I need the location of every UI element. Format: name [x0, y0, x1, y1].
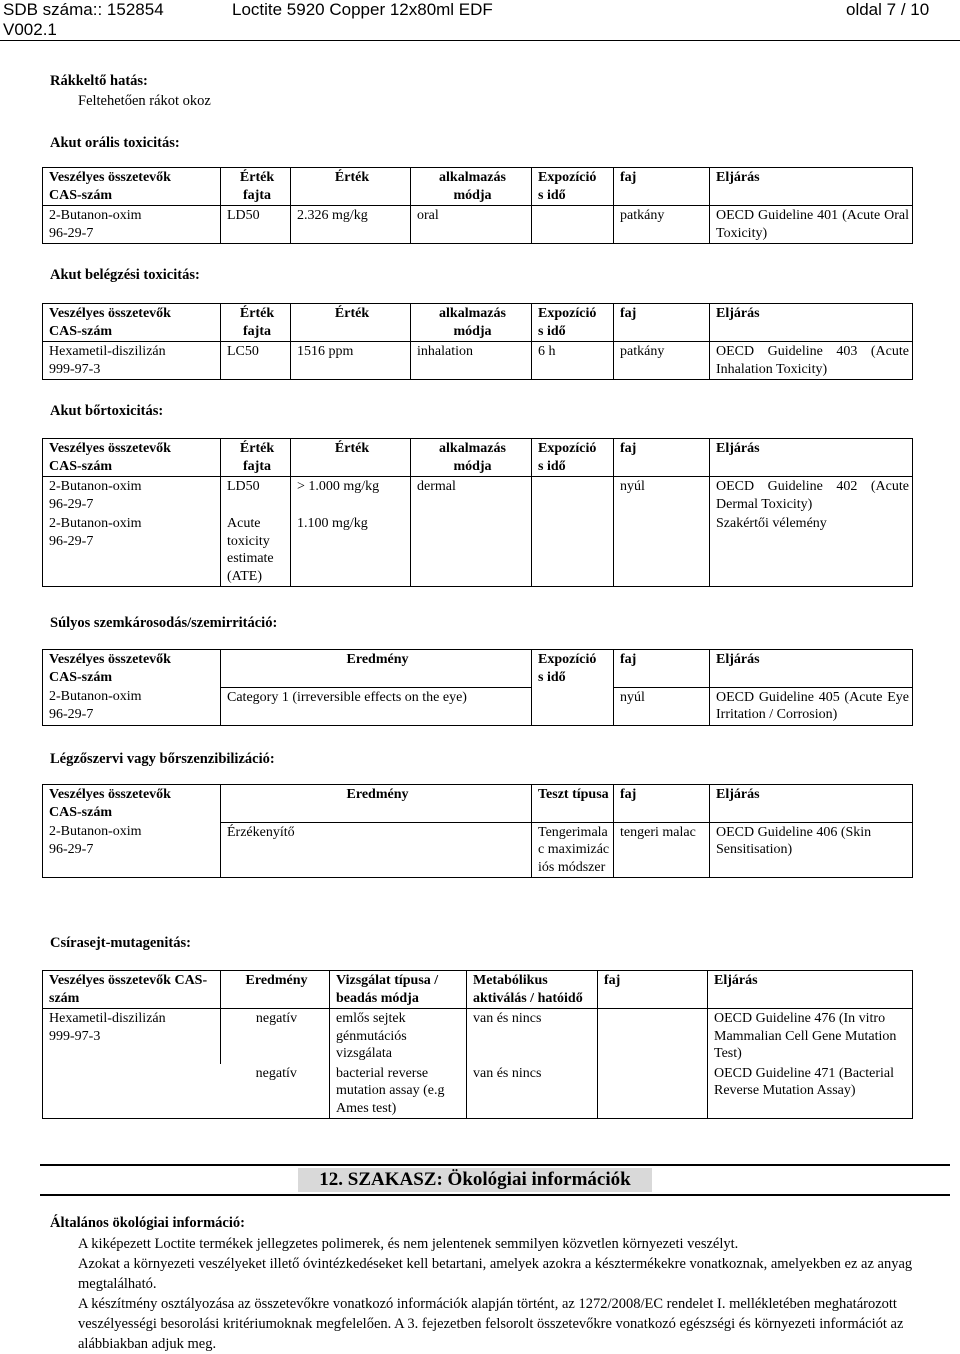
table-header-row: Veszélyes összetevők CAS-szám Érték fajta Érték alkalmazás módja Expozíció s idő faj Eljárás [43, 439, 913, 477]
component-name: 2-Butanon-oxim [49, 516, 142, 531]
table-row [43, 342, 913, 380]
exposure-time [532, 206, 614, 244]
species [614, 514, 710, 587]
method: OECD Guideline 403 (Acute Inhalation Toxicity) [710, 342, 913, 380]
route: inhalation [411, 342, 532, 380]
col-method: Eljárás [710, 168, 913, 206]
inhalation-toxicity-table [42, 303, 913, 380]
test-type: bacterial reverse mutation assay (e.g Ames test) [330, 1064, 467, 1119]
route: oral [411, 206, 532, 244]
ecology-paragraph: A készítmény osztályozása az összetevőkre vonatkozó információk alapján történt, az 1272/2008/EC rendelet I. mellékletében meghatározott veszélyességi besorolási kritériumoknak megfelelően. A 3. fejezetben felsorolt összetevőkre vonatkozó egészségi és környezeti információt az alábbiakban adjuk meg. [78, 1296, 904, 1352]
result: negatív [255, 1065, 297, 1081]
species [598, 1064, 708, 1119]
species: nyúl [614, 687, 710, 725]
dermal-heading: Akut bőrtoxicitás: [50, 403, 164, 419]
method: OECD Guideline 402 (Acute Dermal Toxicity) [710, 477, 913, 515]
inhalation-heading: Akut belégzési toxicitás: [50, 267, 200, 283]
method: OECD Guideline 405 (Acute Eye Irritation / Corrosion) [710, 687, 913, 725]
dermal-toxicity-table [42, 438, 913, 587]
species: patkány [614, 206, 710, 244]
method: OECD Guideline 471 (Bacterial Reverse Mutation Assay) [708, 1064, 913, 1119]
sensitisation-table [42, 784, 913, 878]
component-name: Hexametil-diszilizán [49, 1011, 166, 1026]
table-header-row [43, 168, 913, 206]
cas-number: 96-29-7 [49, 496, 94, 512]
table-header-row: Veszélyes összetevők CAS-szám Eredmény Vizsgálat típusa / beadás módja Metabólikus aktiválás / hatóidő faj Eljárás [43, 971, 913, 1009]
sdb-number: SDB száma:: 152854 [3, 0, 164, 19]
col-value-type: Érték fajta [221, 168, 291, 206]
cas-number: 96-29-7 [49, 706, 94, 722]
cas-number: 999-97-3 [49, 361, 101, 377]
sensitisation-heading: Légzőszervi vagy bőrszenzibilizáció: [50, 751, 275, 767]
eye-damage-table [42, 649, 913, 726]
carcinogenicity-text: Feltehetően rákot okoz [78, 93, 211, 109]
metabolic-activation: van és nincs [467, 1009, 598, 1064]
section-12-title: 12. SZAKASZ: Ökológiai információk [298, 1168, 652, 1192]
ecology-paragraph: A kiképezett Loctite termékek jellegzetes polimerek, és nem jelentenek semmilyen közvetlen környezeti veszélyt. [78, 1236, 739, 1252]
table-row [43, 477, 913, 515]
test-type: emlős sejtek génmutációs vizsgálata [330, 1009, 467, 1064]
carcinogenicity-heading: Rákkeltő hatás: [50, 73, 148, 89]
result: Érzékenyítő [221, 822, 532, 878]
value-type: LC50 [221, 342, 291, 380]
col-route: alkalmazás módja [411, 168, 532, 206]
value-type: Acute toxicity estimate (ATE) [221, 514, 291, 587]
table-row [43, 206, 913, 244]
route: dermal [411, 477, 532, 515]
value-type: LD50 [221, 477, 291, 515]
value: 2.326 mg/kg [291, 206, 411, 244]
method: OECD Guideline 476 (In vitro Mammalian Cell Gene Mutation Test) [708, 1009, 913, 1064]
species: tengeri malac [614, 822, 710, 878]
col-exposure: Expozíció s idő [532, 168, 614, 206]
component-name: Hexametil-diszilizán [49, 344, 166, 359]
cas-number: 999-97-3 [49, 1028, 101, 1044]
col-species: faj [614, 168, 710, 206]
value-type: LD50 [221, 206, 291, 244]
exposure-time [532, 477, 614, 515]
table-header-row: Veszélyes összetevők CAS-szám Eredmény Expozíció s idő faj Eljárás [43, 650, 913, 688]
table-row [43, 687, 913, 725]
species [598, 1009, 708, 1064]
method: OECD Guideline 401 (Acute Oral Toxicity) [710, 206, 913, 244]
cas-number: 96-29-7 [49, 533, 94, 549]
value: 1516 ppm [291, 342, 411, 380]
route [411, 514, 532, 587]
product-name: Loctite 5920 Copper 12x80ml EDF [232, 0, 493, 19]
page-number: oldal 7 / 10 [846, 0, 930, 19]
col-test-type: Teszt típusa [532, 785, 614, 823]
species: nyúl [614, 477, 710, 515]
component-name: 2-Butanon-oxim [49, 824, 142, 839]
table-row [43, 514, 913, 587]
cas-number: 96-29-7 [49, 841, 94, 857]
table-header-row: Veszélyes összetevők CAS-szám Érték fajta Érték alkalmazás módja Expozíció s idő faj Eljárás [43, 304, 913, 342]
method: OECD Guideline 406 (Skin Sensitisation) [710, 822, 913, 878]
cas-number: 96-29-7 [49, 225, 94, 241]
exposure-time [532, 514, 614, 587]
page-header [0, 0, 960, 42]
component-name: 2-Butanon-oxim [49, 208, 142, 223]
header-rule [0, 40, 960, 41]
result: Category 1 (irreversible effects on the eye) [221, 687, 532, 725]
ecology-heading: Általános ökológiai információ: [50, 1215, 245, 1231]
mutagenicity-heading: Csírasejt-mutagenitás: [50, 935, 191, 951]
col-value: Érték [291, 168, 411, 206]
component-name: 2-Butanon-oxim [49, 479, 142, 494]
section-rule-bottom [40, 1194, 950, 1196]
value: > 1.000 mg/kg [291, 477, 411, 515]
value: 1.100 mg/kg [291, 514, 411, 587]
species: patkány [614, 342, 710, 380]
component-name: 2-Butanon-oxim [49, 689, 142, 704]
result: negatív [221, 1009, 330, 1064]
method: Szakértői vélemény [710, 514, 913, 587]
test-type: Tengerimalac maximizációs módszer [532, 822, 614, 878]
metabolic-activation: van és nincs [467, 1064, 598, 1119]
table-header-row: Veszélyes összetevők CAS-szám Eredmény Teszt típusa faj Eljárás [43, 785, 913, 823]
oral-toxicity-table [42, 167, 913, 244]
mutagenicity-table [42, 970, 913, 1119]
col-components: Veszélyes összetevők CAS-szám [43, 168, 221, 206]
exposure-time [532, 687, 614, 725]
eye-heading: Súlyos szemkárosodás/szemirritáció: [50, 615, 278, 631]
table-row [43, 1009, 913, 1064]
exposure-time: 6 h [532, 342, 614, 380]
section-rule-top [40, 1164, 950, 1166]
ecology-paragraph: Azokat a környezeti veszélyeket illető óvintézkedéseket kell betartani, amelyek azokra a késztermékekre vonatkoznak, amelyekben ez az anyag megtalálható. [78, 1256, 913, 1292]
col-result: Eredmény [221, 650, 532, 688]
table-row [43, 822, 913, 878]
oral-heading: Akut orális toxicitás: [50, 135, 180, 151]
version: V002.1 [3, 20, 57, 39]
